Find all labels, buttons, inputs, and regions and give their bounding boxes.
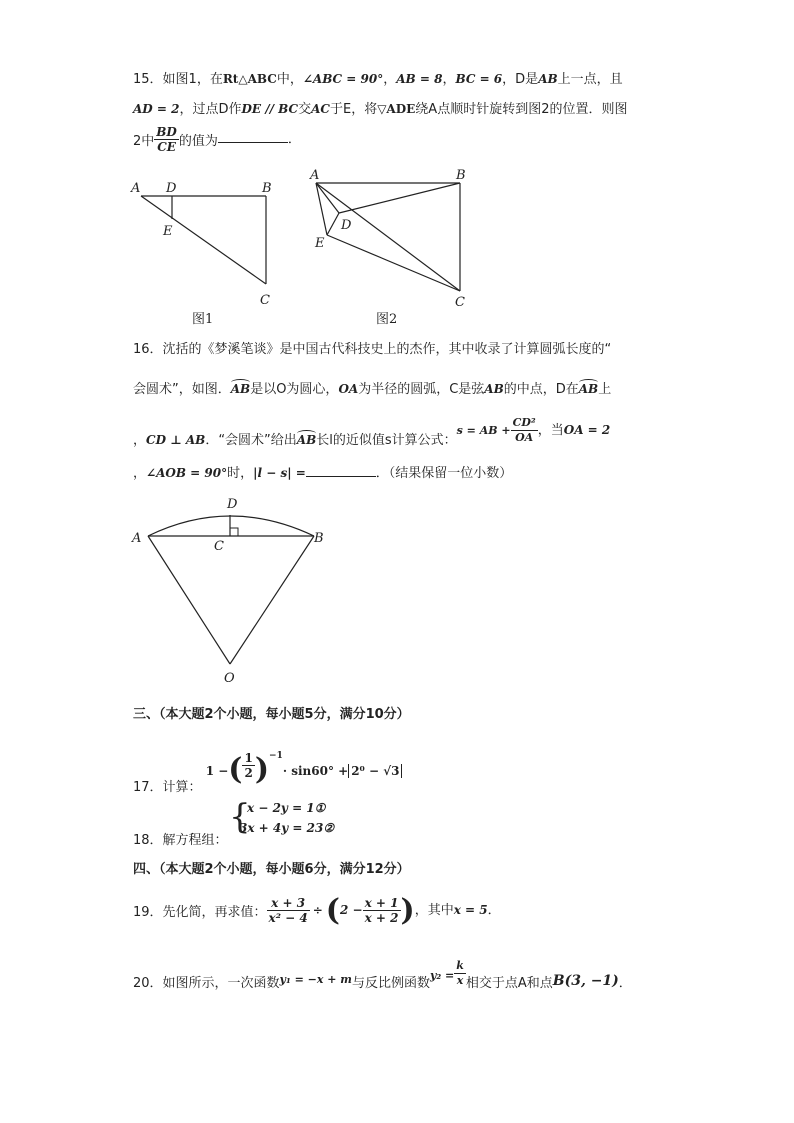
text: ． [287, 132, 301, 147]
q15-line1 [133, 68, 623, 87]
section-3-heading: 三、（本大题2个小题，每小题5分，满分10分） [133, 707, 410, 722]
radius-oa [148, 536, 230, 664]
q18 [133, 797, 335, 848]
text: ，当 [537, 423, 564, 438]
fig2-label-c: C [455, 295, 465, 310]
q19-frac1 [267, 896, 310, 925]
math: |l − s| = [253, 466, 306, 480]
text: 的中点，D在 [503, 382, 579, 397]
q17-abs [348, 764, 402, 778]
fig1-caption: 图1 [192, 312, 214, 327]
math: y₁ = −x + m [279, 973, 352, 986]
label-a: A [132, 531, 142, 546]
text: ．（结果保留一位小数） [375, 466, 513, 481]
fig2-caption: 图2 [376, 312, 398, 327]
numerator: k [456, 959, 464, 972]
q17 [133, 742, 402, 795]
text: 是以O为圆心， [250, 382, 339, 397]
arc-ab: AB [230, 382, 251, 396]
fig1-ac [141, 196, 266, 284]
q20 [133, 955, 632, 991]
q15-num: 15．如图1，在 [133, 72, 223, 87]
q15-line2 [133, 98, 627, 117]
paren-open: ( [228, 752, 243, 787]
q16-answer-blank[interactable] [306, 462, 376, 477]
text: 为半径的圆弧，C是弦 [358, 382, 485, 397]
radius-ob [230, 536, 314, 664]
math: y₂ = [429, 969, 455, 982]
q15-figures [128, 165, 488, 330]
text: ， [133, 433, 147, 448]
numerator: BD [156, 125, 177, 139]
numerator: 1 [244, 751, 253, 765]
q16-line3 [133, 416, 611, 448]
text: 于E，将 [329, 102, 378, 117]
text: ，其中 [414, 903, 454, 918]
math: OA = 2 [563, 423, 611, 437]
q15-line3 [133, 125, 301, 154]
paren-close: ) [400, 893, 415, 928]
denominator: OA [515, 431, 534, 444]
q15-bc6: BC = 6 [455, 72, 503, 86]
math: AB [484, 382, 504, 396]
math: AD = 2 [133, 102, 180, 116]
numerator: x + 1 [364, 896, 399, 910]
denominator: x [456, 974, 464, 987]
math: · sin60° + [282, 764, 349, 778]
text: 长l的近似值s计算公式： [316, 433, 457, 448]
text: 16．沈括的《梦溪笔谈》是中国古代科技史上的杰作，其中收录了计算圆弧长度的“ [133, 342, 612, 357]
paren-close: ) [254, 752, 270, 787]
divide: ÷ [312, 903, 323, 917]
math: s = AB + [456, 424, 511, 437]
text: 上 [598, 382, 612, 397]
q19 [133, 893, 501, 928]
q16-line4 [133, 462, 512, 481]
q15-ab8: AB = 8 [396, 72, 443, 86]
text: 与反比例函数 [351, 976, 430, 991]
text: ，过点D作 [179, 102, 242, 117]
text: 上一点，且 [557, 72, 623, 87]
q16-line1 [133, 338, 611, 357]
fig2-ac [316, 183, 460, 291]
q16-line2 [133, 378, 611, 397]
text: 交 [298, 102, 312, 117]
text: D是 [515, 72, 539, 87]
exponent: −1 [269, 750, 283, 761]
math: 2 − [339, 903, 363, 917]
denominator: CE [157, 140, 176, 154]
text: ．“会圆术”给出 [205, 433, 297, 448]
fig1-label-e: E [163, 224, 173, 239]
math: x = 5 [453, 903, 488, 917]
equation-1: x − 2y = 1① [247, 801, 326, 815]
label-b: B [314, 531, 324, 546]
numerator: CD² [512, 416, 536, 429]
text: 2中 [133, 134, 155, 149]
fig2-label-e: E [315, 236, 325, 251]
math: ∠AOB = 90° [146, 466, 228, 480]
text: 20．如图所示，一次函数 [133, 976, 280, 991]
math: AC [311, 102, 330, 116]
q19-frac2 [363, 896, 401, 925]
text: 绕A点顺时针旋转到图2的位置．则图 [415, 102, 628, 117]
label-c: C [214, 539, 224, 554]
math: DE // BC [241, 102, 299, 116]
text: 时， [227, 466, 254, 481]
numerator: x + 3 [267, 896, 310, 911]
math: B(3, −1) [552, 973, 619, 989]
text: ． [487, 903, 501, 918]
math: 2⁰ − √3 [351, 764, 400, 778]
right-angle-mark [230, 528, 238, 536]
label-o: O [224, 671, 235, 686]
arc-ab-curve [148, 516, 314, 536]
text: 19．先化简，再求值： [133, 905, 267, 920]
fig1-label-d: D [166, 181, 177, 196]
math: ▽ADE [377, 102, 416, 116]
text: 的值为 [178, 134, 218, 149]
q16-formula-fraction [511, 416, 538, 445]
q15-angle: ∠ABC = 90° [302, 72, 384, 86]
q17-half [242, 751, 254, 780]
text: ， [133, 466, 147, 481]
arc-ab: AB [578, 382, 599, 396]
fig2-label-d: D [341, 218, 352, 233]
q16-figure [128, 492, 338, 687]
q15-rt-abc: Rt△ABC [222, 72, 277, 86]
text: 会圆术”，如图． [133, 382, 231, 397]
denominator: 2 [244, 766, 253, 780]
text: 相交于点A和点 [465, 976, 553, 991]
fig2-label-b: B [456, 168, 466, 183]
q20-frac [454, 959, 466, 988]
fig1-label-a: A [131, 181, 141, 196]
section-4-heading: 四、（本大题2个小题，每小题6分，满分12分） [133, 862, 410, 877]
fig1-label-c: C [260, 293, 270, 308]
q15-fraction [154, 125, 179, 154]
text: ， [383, 72, 397, 87]
fig2-ce [327, 235, 460, 291]
label-d: D [227, 497, 238, 512]
arc-ab: AB [296, 433, 317, 447]
text: 18．解方程组： [133, 833, 228, 848]
text: ． [618, 976, 632, 991]
brace: { [229, 797, 251, 837]
text: ， [502, 72, 516, 87]
fig2-de [327, 213, 339, 235]
equation-2: 3x + 4y = 23② [239, 821, 335, 835]
text: 17．计算： [133, 780, 202, 795]
text: 中， [276, 72, 303, 87]
q15-answer-blank[interactable] [218, 128, 288, 143]
math: 1 − [205, 764, 229, 778]
math: CD ⊥ AB [146, 433, 206, 447]
paren-open: ( [325, 893, 340, 928]
fig2-label-a: A [310, 168, 320, 183]
fig2-bd [339, 183, 460, 213]
denominator: x + 2 [364, 911, 399, 925]
denominator: x² − 4 [268, 911, 308, 925]
math: OA [338, 382, 359, 396]
math: AB [538, 72, 558, 86]
fig1-label-b: B [262, 181, 272, 196]
text: ， [442, 72, 456, 87]
